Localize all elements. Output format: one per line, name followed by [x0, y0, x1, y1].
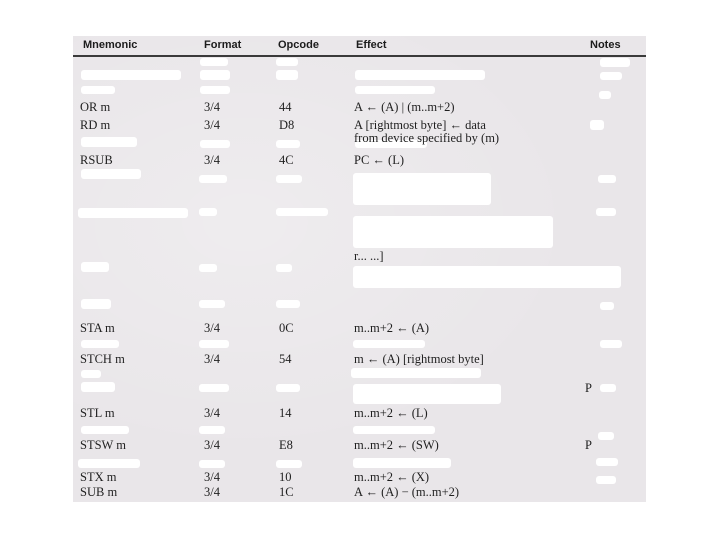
effect-cell: m ← (A) [rightmost byte]	[354, 352, 484, 366]
opcode-cell: D8	[279, 118, 295, 132]
table-row	[73, 100, 646, 118]
mnemonic-cell: STSW m	[80, 438, 126, 452]
table-row	[73, 321, 646, 339]
redaction	[81, 426, 129, 434]
redaction	[199, 340, 229, 348]
table-row	[73, 352, 646, 370]
redaction	[600, 72, 622, 80]
redaction	[276, 58, 298, 66]
effect-fragment: r... ...]	[354, 249, 384, 263]
redaction	[600, 302, 614, 310]
format-cell: 3/4	[204, 100, 220, 114]
effect-cell: A ← (A) − (m..m+2)	[354, 485, 460, 499]
effect-cell: m..m+2 ← (L)	[354, 406, 428, 420]
redaction	[596, 458, 618, 466]
table-row	[73, 485, 646, 502]
mnemonic-cell: OR m	[80, 100, 111, 114]
opcode-cell: 44	[279, 100, 292, 114]
redaction	[276, 460, 302, 468]
table-row	[73, 118, 646, 152]
redaction	[276, 300, 300, 308]
redaction	[276, 208, 328, 216]
redaction	[598, 175, 616, 183]
effect-cell: A ← (A) | (m..m+2)	[354, 100, 455, 114]
opcode-cell: 14	[279, 406, 292, 420]
redaction	[78, 459, 140, 468]
mnemonic-cell: STL m	[80, 406, 115, 420]
table-row	[73, 153, 646, 171]
redaction	[200, 58, 228, 66]
opcode-cell: 4C	[279, 153, 294, 167]
redaction	[78, 208, 188, 218]
redaction	[355, 70, 485, 80]
redaction	[276, 70, 298, 80]
redaction	[355, 86, 435, 94]
table-header	[73, 36, 646, 55]
redaction	[81, 86, 115, 94]
format-cell: 3/4	[204, 438, 220, 452]
format-cell: 3/4	[204, 153, 220, 167]
redaction	[353, 458, 451, 468]
format-cell: 3/4	[204, 118, 220, 132]
header-rule	[73, 55, 646, 57]
mnemonic-cell: STCH m	[80, 352, 125, 366]
redaction	[276, 175, 302, 183]
redaction	[199, 460, 225, 468]
redaction	[596, 208, 616, 216]
format-cell: 3/4	[204, 321, 220, 335]
redaction	[81, 299, 111, 309]
redaction	[600, 58, 630, 67]
format-cell: 3/4	[204, 406, 220, 420]
opcode-cell: 1C	[279, 485, 294, 499]
table-row	[73, 438, 646, 456]
redaction	[600, 340, 622, 348]
opcode-cell: 54	[279, 352, 292, 366]
header-opcode: Opcode	[278, 39, 319, 51]
header-notes: Notes	[590, 39, 621, 51]
redaction	[353, 426, 435, 434]
effect-cell: m..m+2 ← (A)	[354, 321, 430, 335]
format-cell: 3/4	[204, 352, 220, 366]
redaction	[353, 340, 425, 348]
redaction	[199, 208, 217, 216]
redaction	[199, 175, 227, 183]
mnemonic-cell: RSUB	[80, 153, 113, 167]
mnemonic-cell: STX m	[80, 470, 117, 484]
redaction	[353, 173, 491, 205]
mnemonic-cell: RD m	[80, 118, 111, 132]
opcode-cell: E8	[279, 438, 293, 452]
redaction	[599, 91, 611, 99]
effect-cell: m..m+2 ← (SW)	[354, 438, 439, 452]
redaction	[81, 340, 119, 348]
redaction	[81, 370, 101, 378]
table-row-fragment	[73, 381, 646, 395]
effect-cell: A [rightmost byte] ← data	[354, 118, 486, 132]
redaction	[200, 86, 230, 94]
redaction	[199, 426, 225, 434]
notes-fragment: P	[585, 381, 592, 395]
header-format: Format	[204, 39, 242, 51]
header-mnemonic: Mnemonic	[83, 39, 138, 51]
mnemonic-cell: SUB m	[80, 485, 118, 499]
opcode-cell: 10	[279, 470, 292, 484]
notes-cell: P	[585, 438, 592, 452]
format-cell: 3/4	[204, 485, 220, 499]
redaction	[200, 70, 230, 80]
table-row-fragment	[73, 249, 646, 267]
redaction	[353, 266, 621, 288]
effect-cell: PC ← (L)	[354, 153, 404, 167]
instruction-table-scan	[73, 36, 646, 502]
effect-cell: m..m+2 ← (X)	[354, 470, 430, 484]
header-effect: Effect	[356, 39, 387, 51]
format-cell: 3/4	[204, 470, 220, 484]
mnemonic-cell: STA m	[80, 321, 115, 335]
table-row	[73, 406, 646, 424]
redaction	[199, 300, 225, 308]
redaction	[81, 70, 181, 80]
opcode-cell: 0C	[279, 321, 294, 335]
effect-cell-continuation: from device specified by (m)	[354, 131, 500, 145]
redaction	[353, 216, 553, 248]
